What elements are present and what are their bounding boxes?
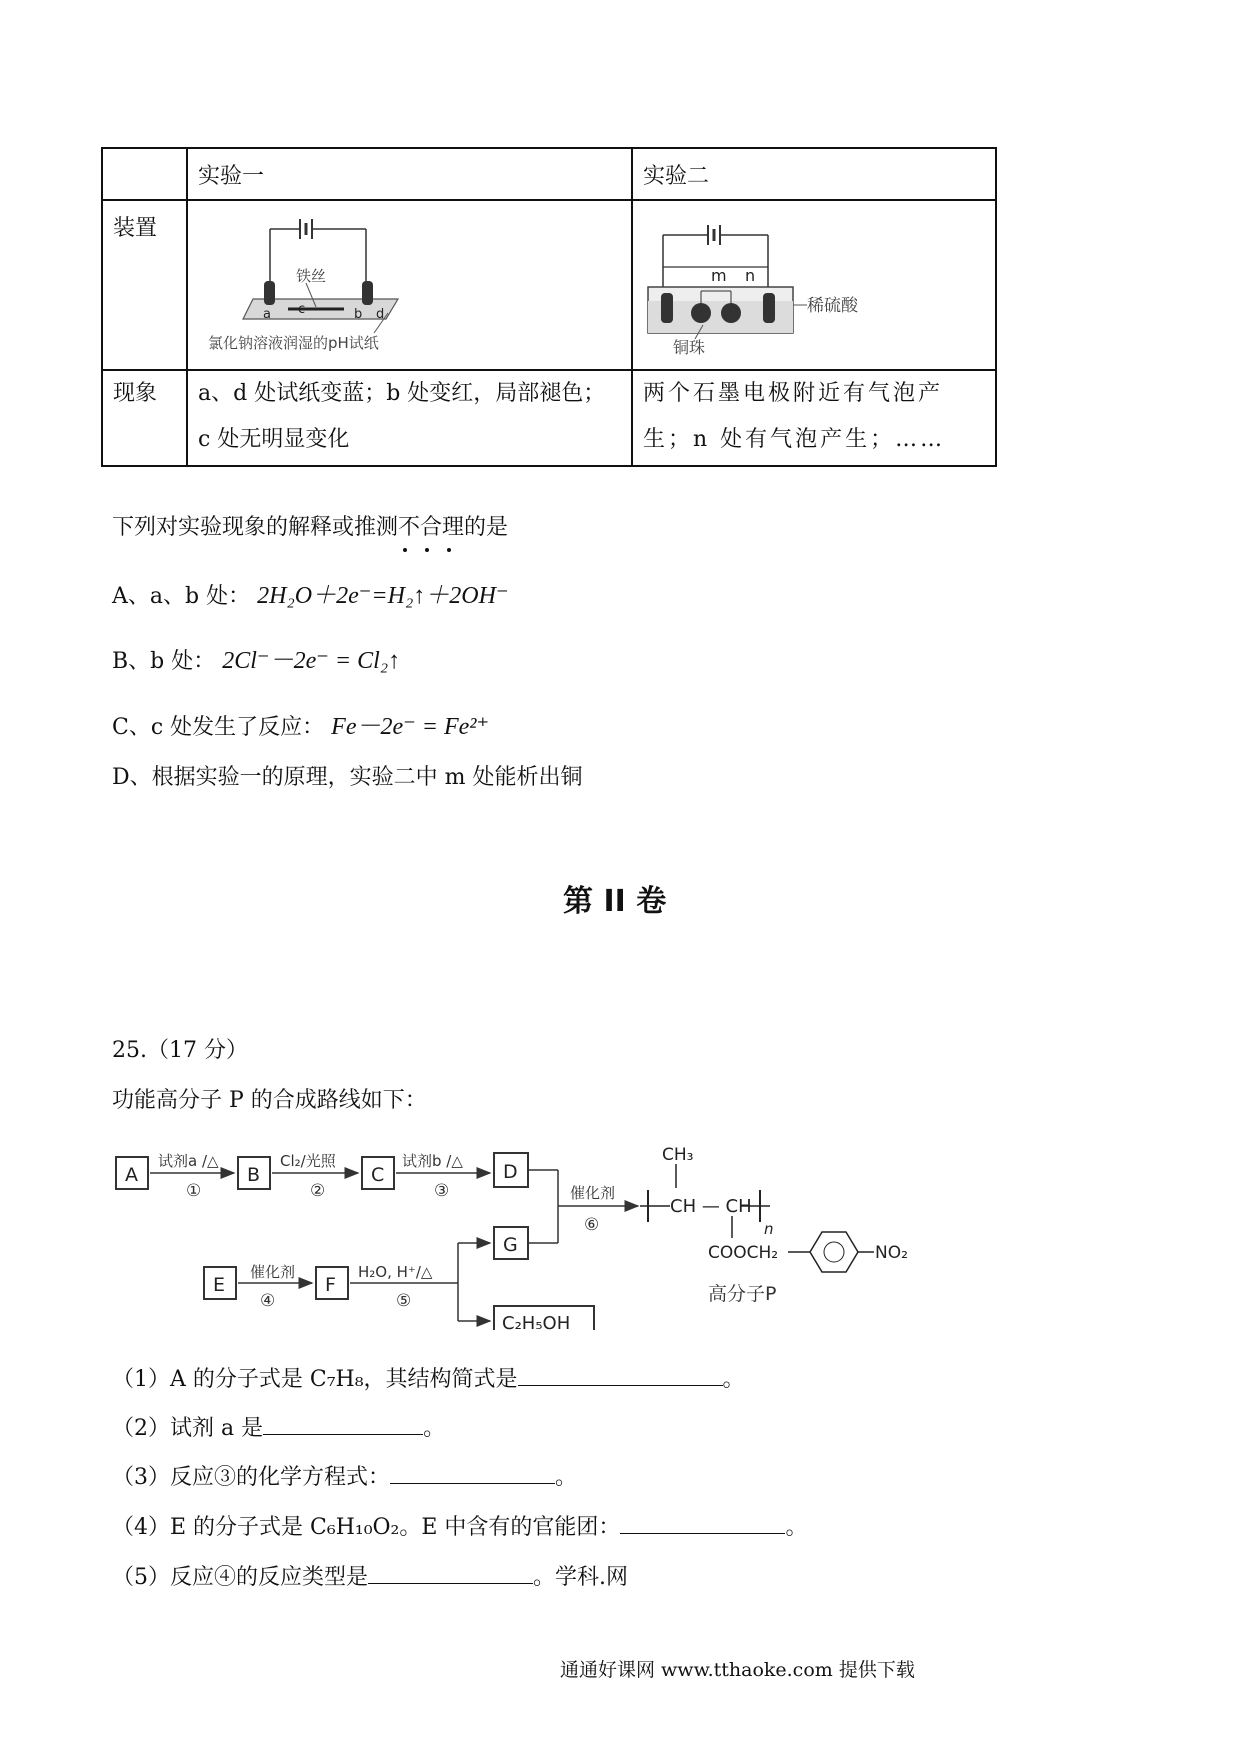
- label-c: c: [298, 302, 306, 317]
- table-corner-cell: [102, 148, 187, 200]
- experiment-table: [101, 147, 997, 467]
- sub-question-5: [112, 1560, 628, 1591]
- answer-blank-1[interactable]: [518, 1365, 723, 1386]
- exp2-apparatus-diagram: [633, 201, 975, 359]
- option-a-formula: 2H₂O＋2e⁻=H₂↑＋2OH⁻: [257, 583, 509, 609]
- label-b: b: [354, 307, 363, 322]
- polymer-label: 高分子P: [708, 1283, 777, 1305]
- phenomenon-exp1: [187, 370, 632, 466]
- option-a: [112, 575, 509, 610]
- answer-blank-3[interactable]: [390, 1463, 555, 1484]
- footer-source: 通通好课网 www.tthaoke.com 提供下载: [560, 1659, 915, 1681]
- q25-header: 25.（17 分）: [112, 1038, 248, 1063]
- node-A-label: A: [125, 1164, 138, 1186]
- label-m: m: [711, 266, 727, 285]
- sub-question-2-text: （2）试剂 a 是: [112, 1416, 264, 1441]
- exp1-apparatus-diagram: [188, 201, 611, 359]
- option-b: [112, 640, 400, 675]
- phenomenon-exp1-line2: c 处无明显变化: [198, 427, 350, 452]
- question-stem: 下列对实验现象的解释或推测不合理的是: [112, 515, 509, 540]
- reagent-2: Cl₂/光照: [280, 1152, 336, 1170]
- answer-blank-4[interactable]: [620, 1513, 785, 1534]
- exp2-diagram-cell: [632, 200, 996, 370]
- reagent-3: 试剂b /△: [402, 1152, 463, 1170]
- end-mark-4: 。: [785, 1515, 808, 1540]
- emphasis-dots: [399, 538, 459, 544]
- section-title: 第 II 卷: [563, 884, 667, 919]
- option-b-formula: 2Cl⁻－2e⁻ = Cl₂↑: [222, 648, 401, 674]
- label-ph-paper: 氯化钠溶液润湿的pH试纸: [208, 334, 379, 352]
- sub-question-3: [112, 1460, 577, 1491]
- sub-question-2: [112, 1411, 445, 1442]
- table-header-exp1: 实验一: [187, 148, 632, 200]
- end-mark-3: 。: [555, 1465, 578, 1490]
- sub-question-4: [112, 1510, 807, 1541]
- phenomenon-exp2-line2: 生；n 处有气泡产生；……: [643, 427, 946, 452]
- node-E-label: E: [213, 1274, 226, 1296]
- label-copper-bead: 铜珠: [673, 338, 706, 357]
- answer-blank-2[interactable]: [263, 1414, 423, 1435]
- node-D-label: D: [503, 1161, 518, 1183]
- synthesis-route-diagram: [110, 1140, 970, 1330]
- label-dilute-sulfuric-acid: 稀硫酸: [807, 296, 858, 316]
- end-mark-2: 。: [423, 1416, 446, 1441]
- option-d: D、根据实验一的原理，实验二中 m 处能析出铜: [112, 765, 583, 790]
- option-b-prefix: B、b 处：: [112, 649, 216, 674]
- step-4: ④: [260, 1291, 276, 1311]
- end-mark-1: 。: [722, 1367, 745, 1392]
- sub-question-1: [112, 1362, 745, 1393]
- step-2: ②: [310, 1181, 326, 1201]
- step-3: ③: [434, 1181, 450, 1201]
- option-c: [112, 706, 489, 741]
- answer-blank-5[interactable]: [368, 1563, 533, 1584]
- label-n: n: [745, 266, 756, 285]
- polymer-ch3: CH₃: [662, 1145, 694, 1165]
- sub-question-5-text: （5）反应④的反应类型是: [112, 1565, 368, 1590]
- row-label-device: 装置: [102, 200, 187, 370]
- exp1-diagram-cell: [187, 200, 632, 370]
- phenomenon-exp2: [632, 370, 996, 466]
- reagent-5: H₂O, H⁺/△: [358, 1263, 433, 1281]
- sub-question-3-text: （3）反应③的化学方程式：: [112, 1465, 390, 1490]
- sub-question-4-text: （4）E 的分子式是 C₆H₁₀O₂。E 中含有的官能团：: [112, 1515, 621, 1540]
- sub-question-1-text: （1）A 的分子式是 C₇H₈，其结构简式是: [112, 1367, 518, 1392]
- row-label-phenomenon: 现象: [102, 370, 187, 466]
- step-5: ⑤: [396, 1291, 412, 1311]
- label-d: d: [376, 307, 385, 322]
- option-c-prefix: C、c 处发生了反应：: [112, 715, 325, 740]
- node-ethanol-label: C₂H₅OH: [502, 1313, 571, 1330]
- node-F-label: F: [325, 1274, 336, 1296]
- node-C-label: C: [371, 1164, 385, 1186]
- table-header-exp2: 实验二: [632, 148, 996, 200]
- q25-intro: 功能高分子 P 的合成路线如下：: [112, 1088, 427, 1113]
- node-G-label: G: [503, 1234, 518, 1256]
- polymer-n: n: [764, 1220, 774, 1238]
- phenomenon-exp2-line1: 两个石墨电极附近有气泡产: [643, 381, 944, 406]
- label-iron-wire: 铁丝: [296, 267, 327, 285]
- phenomenon-exp1-line1: a、d 处试纸变蓝；b 处变红，局部褪色；: [198, 381, 606, 406]
- node-B-label: B: [247, 1164, 261, 1186]
- polymer-chain: CH — CH: [670, 1196, 752, 1217]
- step-6: ⑥: [584, 1215, 600, 1235]
- polymer-ester: COOCH₂: [708, 1243, 779, 1263]
- polymer-no2: NO₂: [875, 1243, 908, 1263]
- reagent-4: 催化剂: [250, 1263, 296, 1281]
- reagent-6: 催化剂: [570, 1184, 616, 1202]
- step-1: ①: [186, 1181, 202, 1201]
- option-a-prefix: A、a、b 处：: [112, 584, 251, 609]
- option-c-formula: Fe－2e⁻ = Fe²⁺: [331, 714, 490, 740]
- reagent-1: 试剂a /△: [158, 1152, 219, 1170]
- label-a: a: [263, 307, 271, 322]
- sub-question-5-suffix: 。学科.网: [533, 1565, 628, 1590]
